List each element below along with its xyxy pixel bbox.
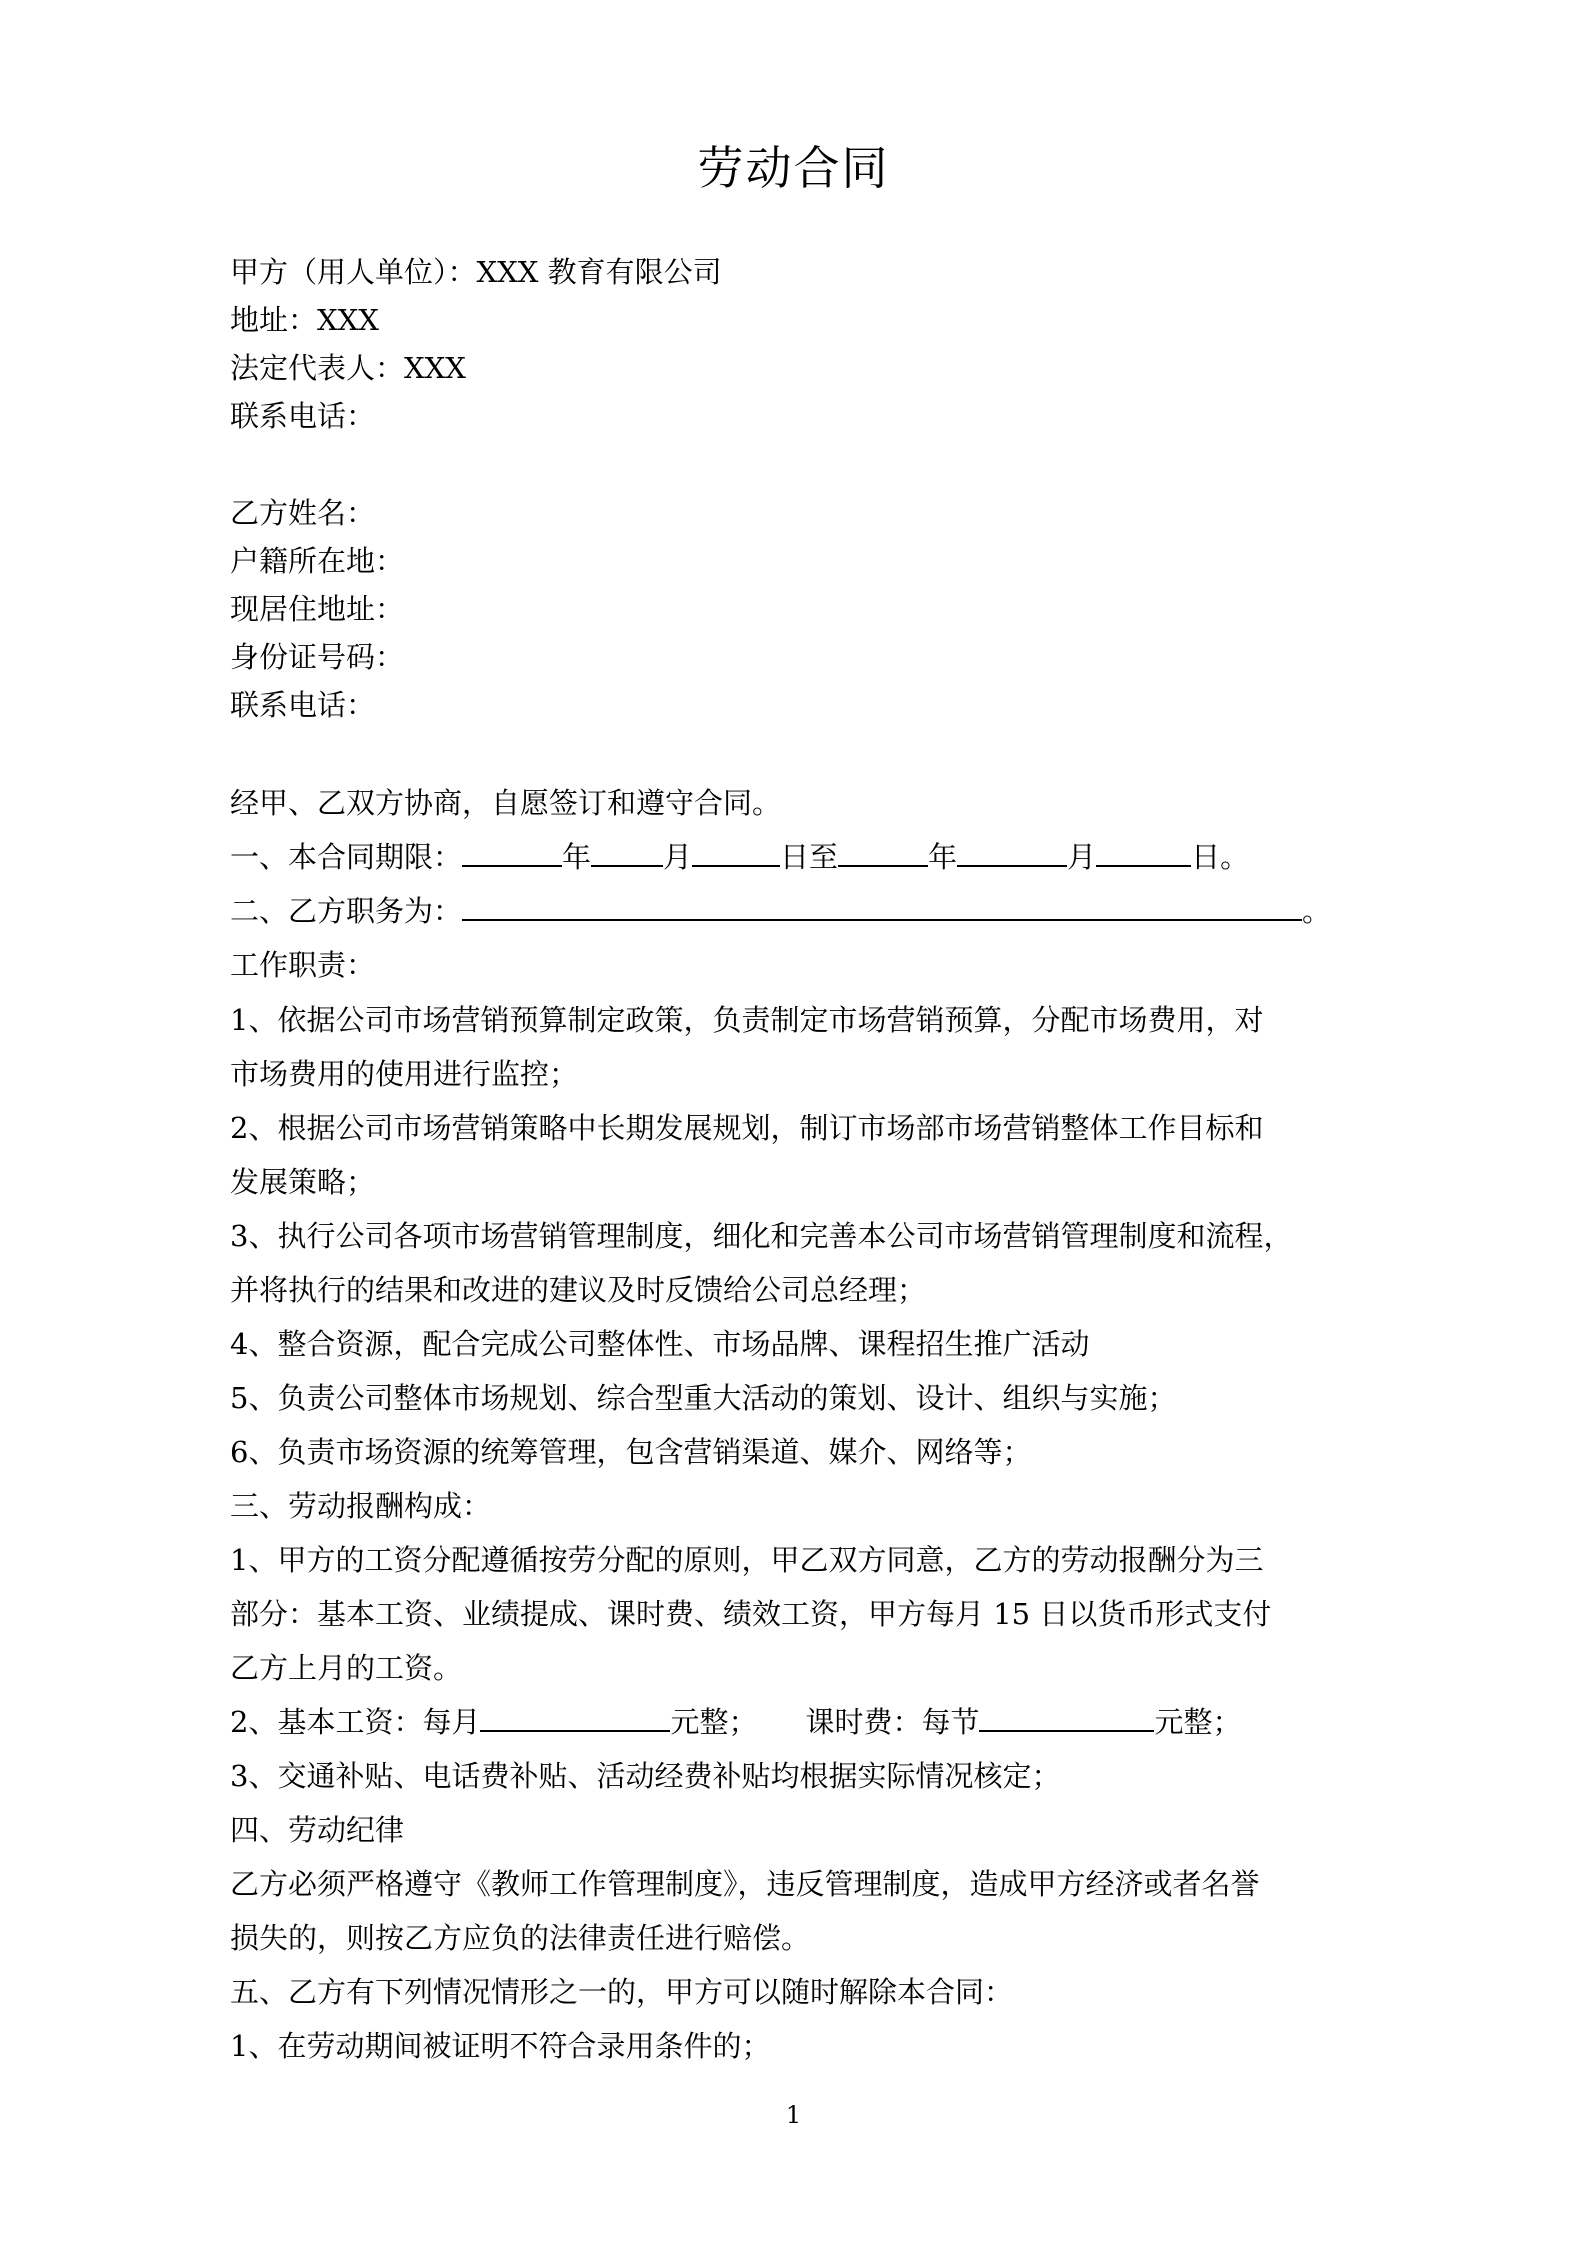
term-day-end-label: 日。 — [1191, 840, 1250, 874]
pay-1-line-1: 1、甲方的工资分配遵循按劳分配的原则，甲乙双方同意，乙方的劳动报酬分为三 — [230, 1543, 1264, 1577]
page-number: 1 — [785, 2101, 802, 2129]
party-a-name: 甲方（用人单位）：XXX 教育有限公司 — [230, 255, 722, 289]
end-month-blank — [957, 837, 1067, 867]
end-year-blank — [838, 837, 928, 867]
duty-4: 4、整合资源，配合完成公司整体性、市场品牌、课程招生推广活动 — [230, 1327, 1090, 1361]
position-prefix: 二、乙方职务为： — [230, 894, 463, 928]
pay-2-line — [230, 1702, 1242, 1742]
party-b-id-number: 身份证号码： — [230, 640, 405, 674]
party-a-representative: 法定代表人：XXX — [230, 351, 466, 385]
termination-heading: 五、乙方有下列情况情形之一的，甲方可以随时解除本合同： — [230, 1975, 1014, 2009]
start-day-blank — [692, 837, 780, 867]
term-month-label: 月 — [663, 840, 693, 874]
position-suffix: 。 — [1302, 894, 1332, 928]
term-prefix: 一、本合同期限： — [230, 840, 463, 874]
pay-1-line-2: 部分：基本工资、业绩提成、课时费、绩效工资，甲方每月 15 日以货币形式支付 — [230, 1597, 1272, 1631]
duty-1-line-2: 市场费用的使用进行监控； — [230, 1057, 579, 1091]
lesson-fee-prefix: 课时费：每节 — [805, 1705, 980, 1739]
duty-3-line-2: 并将执行的结果和改进的建议及时反馈给公司总经理； — [230, 1273, 927, 1307]
term-day-to-label: 日至 — [780, 840, 839, 874]
termination-item-1: 1、在劳动期间被证明不符合录用条件的； — [230, 2029, 771, 2063]
pay-3: 3、交通补贴、电话费补贴、活动经费补贴均根据实际情况核定； — [230, 1759, 1061, 1793]
intro-paragraph: 经甲、乙双方协商，自愿签订和遵守合同。 — [230, 786, 782, 820]
start-year-blank — [462, 837, 562, 867]
term-year-label: 年 — [562, 840, 592, 874]
discipline-line-1: 乙方必须严格遵守《教师工作管理制度》，违反管理制度，造成甲方经济或者名誉 — [230, 1867, 1260, 1901]
base-salary-blank — [480, 1702, 670, 1732]
duty-6: 6、负责市场资源的统筹管理，包含营销渠道、媒介、网络等； — [230, 1435, 1032, 1469]
base-salary-prefix: 2、基本工资：每月 — [230, 1705, 481, 1739]
discipline-heading: 四、劳动纪律 — [230, 1813, 405, 1847]
party-b-phone: 联系电话： — [230, 688, 376, 722]
contract-term-line — [230, 837, 1249, 877]
position-line — [230, 891, 1331, 931]
party-b-name: 乙方姓名： — [230, 496, 376, 530]
duty-1-line-1: 1、依据公司市场营销预算制定政策，负责制定市场营销预算，分配市场费用，对 — [230, 1003, 1264, 1037]
duty-5: 5、负责公司整体市场规划、综合型重大活动的策划、设计、组织与实施； — [230, 1381, 1177, 1415]
lesson-fee-unit: 元整； — [1154, 1705, 1242, 1739]
duty-2-line-1: 2、根据公司市场营销策略中长期发展规划，制订市场部市场营销整体工作目标和 — [230, 1111, 1264, 1145]
base-salary-unit: 元整； — [670, 1705, 758, 1739]
lesson-fee-blank — [979, 1702, 1154, 1732]
duties-heading: 工作职责： — [230, 948, 376, 982]
end-day-blank — [1096, 837, 1191, 867]
document-title: 劳动合同 — [697, 141, 890, 195]
term-month2-label: 月 — [1067, 840, 1097, 874]
discipline-line-2: 损失的，则按乙方应负的法律责任进行赔偿。 — [230, 1921, 811, 1955]
duty-2-line-2: 发展策略； — [230, 1165, 376, 1199]
party-a-phone: 联系电话： — [230, 399, 376, 433]
position-blank — [462, 891, 1302, 921]
party-b-residence: 现居住地址： — [230, 592, 405, 626]
party-b-hukou: 户籍所在地： — [230, 544, 405, 578]
pay-1-line-3: 乙方上月的工资。 — [230, 1651, 463, 1685]
party-a-address: 地址：XXX — [230, 303, 379, 337]
term-year2-label: 年 — [928, 840, 958, 874]
duty-3-line-1: 3、执行公司各项市场营销管理制度，细化和完善本公司市场营销管理制度和流程， — [230, 1219, 1293, 1253]
pay-heading: 三、劳动报酬构成： — [230, 1489, 492, 1523]
start-month-blank — [591, 837, 663, 867]
